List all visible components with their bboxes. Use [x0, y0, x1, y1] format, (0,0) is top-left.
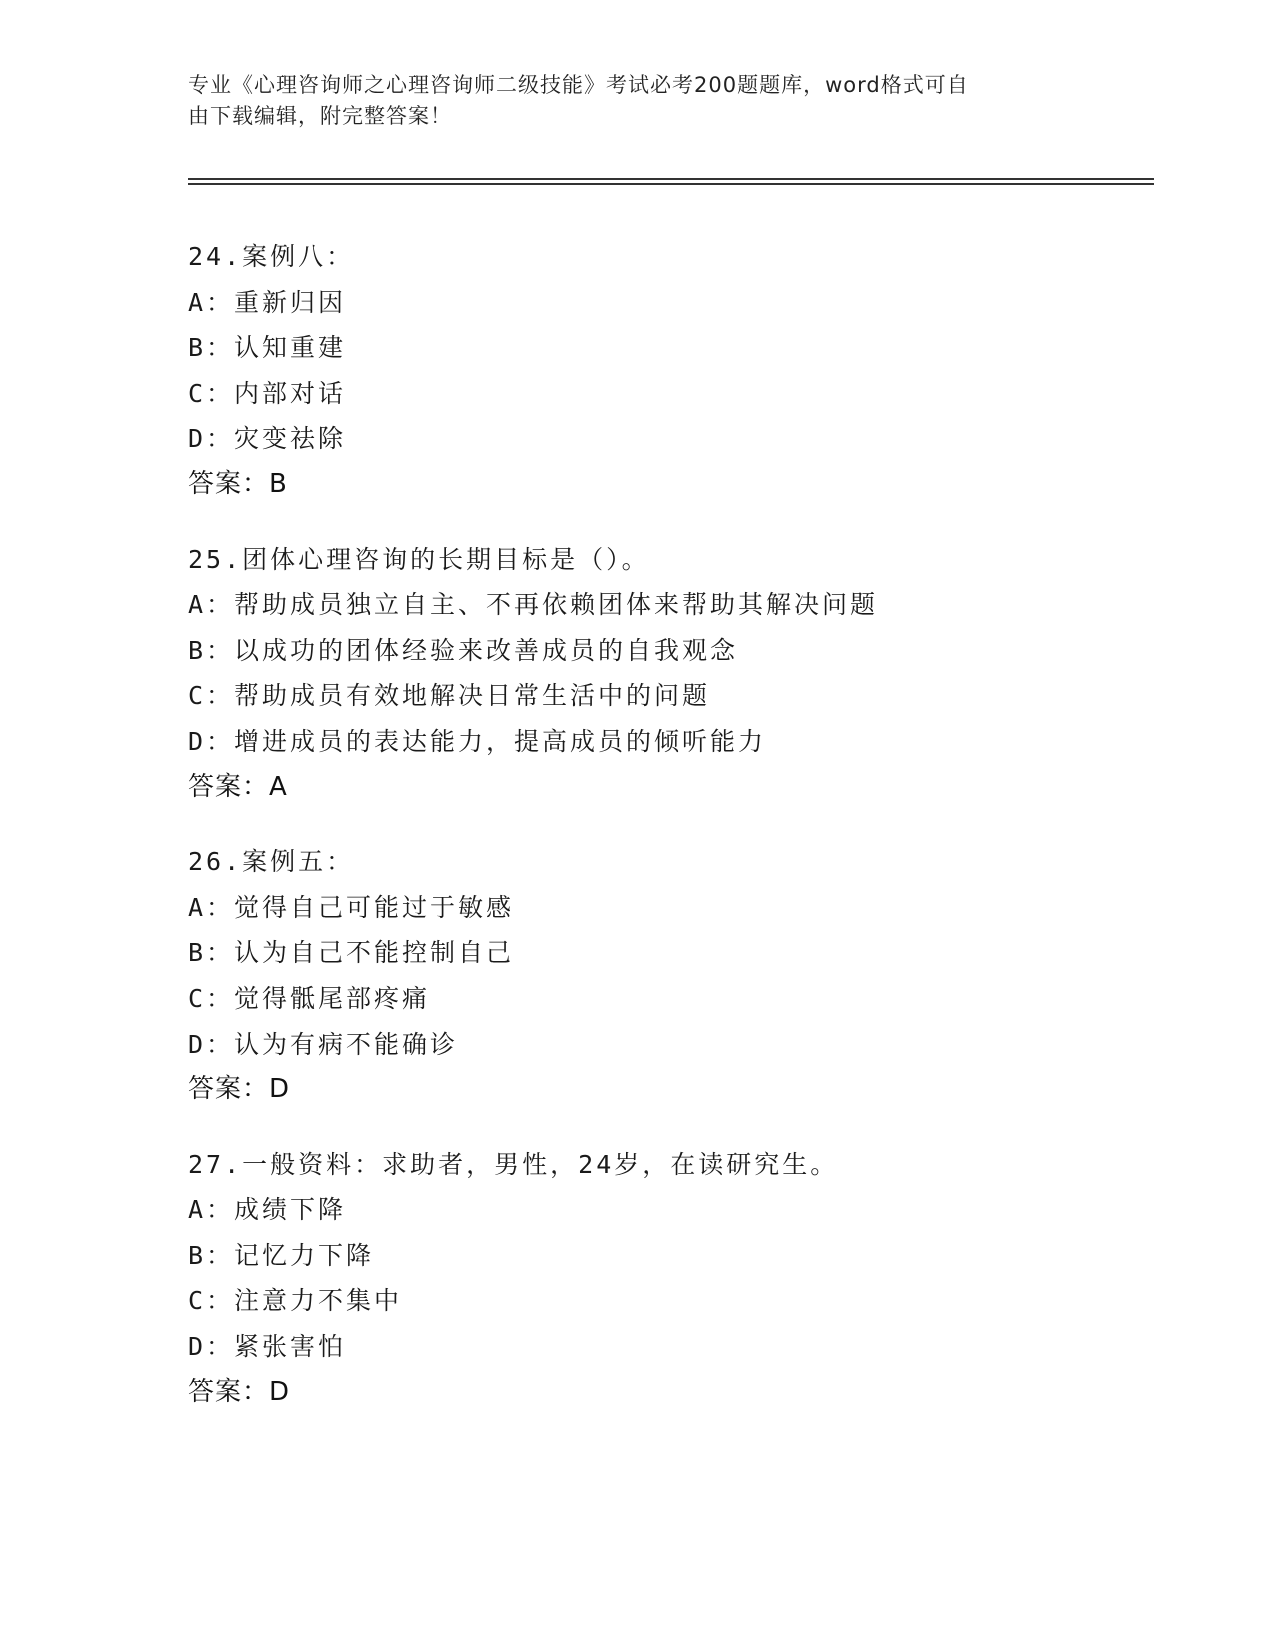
option-a: A：帮助成员独立自主、不再依赖团体来帮助其解决问题: [188, 590, 879, 620]
option-b: B：记忆力下降: [188, 1240, 375, 1270]
option-b: B：认知重建: [188, 333, 347, 363]
option-c: C：内部对话: [188, 378, 347, 408]
question-stem: 24.案例八：: [188, 242, 355, 271]
question-list: [188, 234, 1148, 1444]
question-stem: 26.案例五：: [188, 847, 355, 877]
answer-line: 答案：B: [188, 468, 288, 499]
header-line-2: 由下载编辑，附完整答案！: [188, 104, 452, 128]
question-27: [188, 1142, 1148, 1416]
question-26: [188, 839, 1148, 1113]
option-a: A：成绩下降: [188, 1195, 347, 1225]
question-25: [188, 537, 1148, 811]
answer-line: 答案：D: [188, 1074, 291, 1105]
option-d: D：灾变祛除: [188, 424, 347, 454]
option-d: D：认为有病不能确诊: [188, 1029, 459, 1059]
option-c: C：注意力不集中: [188, 1286, 403, 1316]
question-stem: 25.团体心理咨询的长期目标是（）。: [188, 544, 650, 574]
answer-line: 答案：D: [188, 1376, 291, 1407]
document-header: [188, 70, 1068, 132]
option-b: B：认为自己不能控制自己: [188, 938, 515, 968]
option-c: C：觉得骶尾部疼痛: [188, 983, 431, 1013]
question-stem: 27.一般资料：求助者，男性，24岁，在读研究生。: [188, 1149, 839, 1179]
header-line-1: 专业《心理咨询师之心理咨询师二级技能》考试必考200题题库，word格式可自: [188, 73, 969, 97]
option-a: A：重新归因: [188, 287, 347, 317]
answer-line: 答案：A: [188, 771, 288, 802]
option-b: B：以成功的团体经验来改善成员的自我观念: [188, 635, 739, 665]
header-double-rule: [188, 178, 1154, 185]
option-d: D：增进成员的表达能力，提高成员的倾听能力: [188, 726, 767, 756]
question-24: [188, 234, 1148, 508]
option-c: C：帮助成员有效地解决日常生活中的问题: [188, 681, 711, 711]
option-d: D：紧张害怕: [188, 1332, 347, 1362]
option-a: A：觉得自己可能过于敏感: [188, 892, 515, 922]
